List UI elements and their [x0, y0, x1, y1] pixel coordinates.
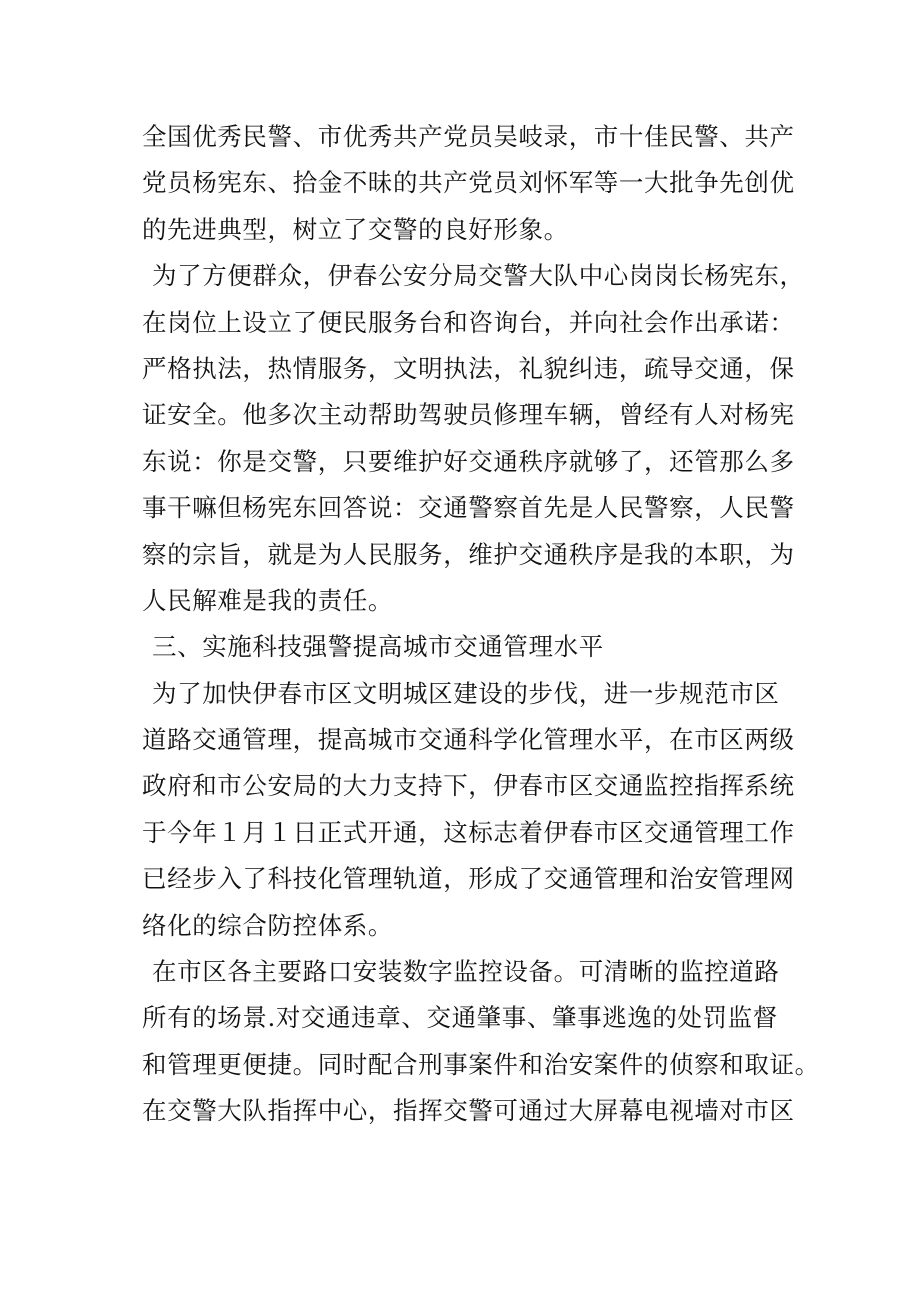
- text-line: 党员杨宪东、拾金不昧的共产党员刘怀军等一大批争先创优: [142, 168, 795, 198]
- text-line: 全国优秀民警、市优秀共产党员吴岐录，市十佳民警、共产: [142, 122, 795, 151]
- text-line: 在交警大队指挥中心，指挥交警可通过大屏幕电视墙对市区: [142, 1096, 795, 1126]
- text-line: 在市区各主要路口安装数字监控设备。可清晰的监控道路: [152, 957, 780, 987]
- text-line: 东说：你是交警，只要维护好交通秩序就够了，还管那么多: [142, 446, 795, 476]
- text-line: 在岗位上设立了便民服务台和咨询台，并向社会作出承诺：: [142, 307, 795, 337]
- text-line: 于今年１月１日正式开通，这标志着伊春市区交通管理工作: [142, 817, 795, 847]
- text-line: 人民解难是我的责任。: [142, 585, 393, 615]
- section-heading: 三、实施科技强警提高城市交通管理水平: [152, 632, 604, 662]
- text-line: 事干嘛但杨宪东回答说：交通警察首先是人民警察，人民警: [142, 493, 795, 523]
- text-line: 严格执法，热情服务，文明执法，礼貌纠违，疏导交通，保: [142, 353, 795, 383]
- text-line: 道路交通管理，提高城市交通科学化管理水平，在市区两级: [142, 725, 795, 755]
- text-line: 为了方便群众，伊春公安分局交警大队中心岗岗长杨宪东，: [152, 261, 805, 291]
- text-line: 的先进典型，树立了交警的良好形象。: [142, 214, 569, 244]
- text-line: 和管理更便捷。同时配合刑事案件和治安案件的侦察和取证。: [142, 1049, 820, 1079]
- text-line: 络化的综合防控体系。: [142, 910, 393, 940]
- text-line: 证安全。他多次主动帮助驾驶员修理车辆，曾经有人对杨宪: [142, 400, 795, 430]
- text-line: 为了加快伊春市区文明城区建设的步伐，进一步规范市区: [152, 678, 780, 708]
- text-line: 所有的场景.对交通违章、交通肇事、肇事逃逸的处罚监督: [142, 1003, 778, 1033]
- text-line: 政府和市公安局的大力支持下，伊春市区交通监控指挥系统: [142, 771, 795, 801]
- text-line: 已经步入了科技化管理轨道，形成了交通管理和治安管理网: [142, 864, 795, 894]
- text-line: 察的宗旨，就是为人民服务，维护交通秩序是我的本职，为: [142, 539, 795, 569]
- document-body: [142, 114, 820, 1135]
